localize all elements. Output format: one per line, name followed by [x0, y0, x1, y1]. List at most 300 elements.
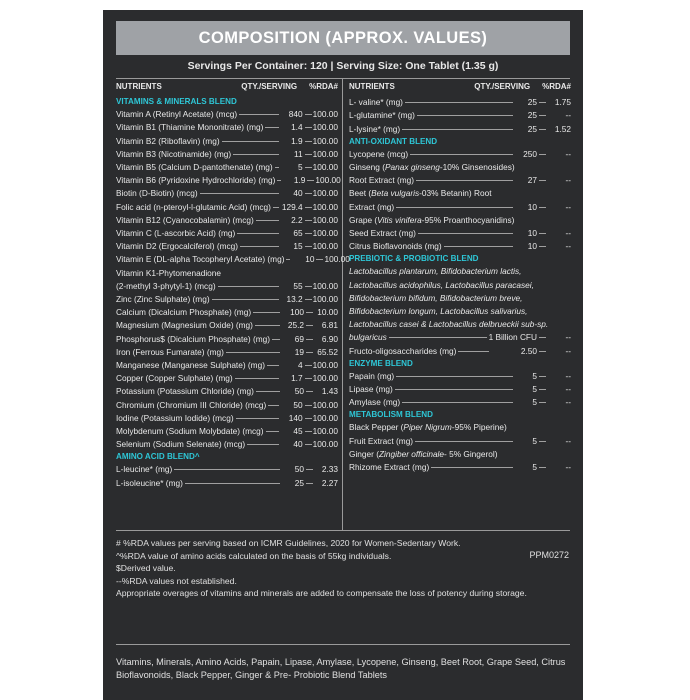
- nutrient-name: Molybdenum (Sodium Molybdate) (mcg): [116, 426, 264, 437]
- leader-line: [247, 444, 278, 445]
- nutrient-name: Vitamin B5 (Calcium D-pantothenate) (mg): [116, 162, 273, 173]
- leader-line: [539, 389, 546, 390]
- leader-line: [286, 259, 290, 260]
- leader-line: [240, 246, 279, 247]
- nutrient-row: [116, 174, 341, 187]
- nutrient-row: [349, 201, 571, 214]
- qty-value: 5: [298, 162, 303, 173]
- leader-line: [417, 115, 513, 116]
- leader-line: [306, 312, 313, 313]
- leader-line: [305, 154, 312, 155]
- vitamins-list: [116, 108, 350, 266]
- nutrient-row: [349, 240, 571, 253]
- rda-value: 100.00: [312, 399, 338, 410]
- rda-value: --: [565, 175, 571, 186]
- nutrients-header: NUTRIENTS: [116, 82, 162, 91]
- grape-row-slot: [349, 227, 571, 240]
- leader-line: [539, 233, 546, 234]
- leader-line: [268, 405, 278, 406]
- nutrient-row: [116, 385, 338, 398]
- rda-value: 100.00: [315, 175, 341, 186]
- leader-line: [305, 233, 312, 234]
- rda-value: 1.43: [321, 386, 338, 397]
- leader-line: [539, 102, 546, 103]
- leader-line: [265, 127, 278, 128]
- qty-value: 40: [293, 439, 303, 450]
- qty-value: 5: [532, 435, 537, 446]
- prebiotic-heading: PREBIOTIC & PROBIOTIC BLEND: [349, 254, 479, 264]
- leader-line: [539, 402, 546, 403]
- leader-line: [306, 483, 313, 484]
- qty-value: 840: [288, 109, 303, 120]
- nutrient-row: [349, 345, 571, 358]
- nutrient-row: [349, 96, 571, 109]
- ginger-row-slot: [349, 461, 571, 474]
- probiotic-line: Lactobacillus acidophilus, Lactobacillus paracasei,: [349, 279, 534, 290]
- nutrient-name: Chromium (Chromium III Chloride) (mcg): [116, 399, 267, 410]
- rda-header: %RDA#: [309, 82, 338, 91]
- leader-line: [306, 352, 313, 353]
- leader-line: [444, 246, 513, 247]
- amino-list-left: [116, 463, 338, 489]
- nutrient-row: [349, 148, 571, 161]
- leader-line: [396, 376, 513, 377]
- nutrient-row: [349, 109, 571, 122]
- qty-value: 50: [294, 386, 304, 397]
- leader-line: [539, 441, 546, 442]
- rda-value: 100.00: [312, 228, 338, 239]
- leader-line: [539, 207, 546, 208]
- bulgaricus-row-slot: [349, 331, 571, 344]
- qty-value: 1.9: [291, 135, 303, 146]
- rda-value: 100.00: [312, 373, 338, 384]
- leader-line: [539, 154, 546, 155]
- leader-line: [218, 286, 279, 287]
- nutrient-name: Vitamin D2 (Ergocalciferol) (mcg): [116, 241, 239, 252]
- leader-line: [458, 351, 489, 352]
- nutrient-name: Iron (Ferrous Fumarate) (mg): [116, 346, 224, 357]
- qty-value: 40: [293, 188, 303, 199]
- nutrient-name: Root Extract (mg): [349, 175, 415, 186]
- nutrient-row: [116, 240, 338, 253]
- ginger-label: Ginger (Zingiber officinale- 5% Gingerol): [349, 448, 498, 459]
- servings-info: Servings Per Container: 120 | Serving Size: One Tablet (1.35 g): [187, 60, 499, 72]
- nutrient-name: Extract (mg): [349, 201, 395, 212]
- nutrient-row: [116, 280, 338, 293]
- leader-line: [306, 325, 313, 326]
- rda-value: --: [565, 110, 571, 121]
- footnotes: [116, 537, 572, 600]
- rda-value: --: [565, 241, 571, 252]
- left-column: [116, 80, 350, 490]
- qty-value: 1 Billion CFU: [488, 332, 537, 343]
- qty-header: QTY./SERVING: [241, 82, 298, 91]
- qty-value: 25: [527, 123, 537, 134]
- ingredients-divider: [116, 644, 570, 645]
- nutrients-header: NUTRIENTS: [349, 82, 395, 91]
- leader-line: [306, 391, 313, 392]
- rda-value: 6.90: [321, 333, 338, 344]
- ingredients-list: Vitamins, Minerals, Amino Acids, Papain, Lipase, Amylase, Lycopene, Ginseng, Beet Root, Grape Seed, Citrus Bioflavonoids, Black Pepper, Ginger & Pre- Probiotic Blend Tablets: [116, 657, 566, 680]
- nutrient-row: [116, 201, 338, 214]
- qty-value: 15: [293, 241, 303, 252]
- nutrient-row: [116, 306, 338, 319]
- nutrient-row: [116, 161, 338, 174]
- probiotic-strains: [349, 265, 571, 331]
- nutrient-row: [116, 121, 338, 134]
- black-pepper-label: Black Pepper (Piper Nigrum-95% Piperine): [349, 422, 507, 433]
- leader-line: [236, 418, 279, 419]
- leader-line: [418, 233, 513, 234]
- nutrient-row: [116, 425, 338, 438]
- rda-value: --: [565, 462, 571, 473]
- nutrient-row: [116, 372, 338, 385]
- leader-line: [539, 180, 546, 181]
- qty-value: 2.2: [291, 214, 303, 225]
- nutrient-name: Vitamin B1 (Thiamine Mononitrate) (mg): [116, 122, 264, 133]
- composition-title: COMPOSITION (APPROX. VALUES): [116, 21, 570, 55]
- nutrient-row: [116, 187, 338, 200]
- qty-value: 100: [290, 307, 304, 318]
- rda-value: 100.00: [312, 148, 338, 159]
- probiotic-line: Lactobacillus casei & Lactobacillus delbrueckii sub-sp.: [349, 319, 549, 330]
- rda-value: --: [565, 332, 571, 343]
- probiotic-line: Bifidobacterium longum, Lactobacillus salivarius,: [349, 306, 528, 317]
- qty-value: 10: [527, 201, 537, 212]
- leader-line: [237, 233, 278, 234]
- rda-value: 100.00: [324, 254, 350, 265]
- leader-line: [405, 102, 513, 103]
- nutrient-name: Potassium (Potassium Chloride) (mg): [116, 386, 254, 397]
- leader-line: [305, 365, 312, 366]
- nutrient-name: Manganese (Manganese Sulphate) (mg): [116, 360, 265, 371]
- leader-line: [200, 193, 279, 194]
- leader-line: [305, 141, 312, 142]
- leader-line: [305, 378, 312, 379]
- right-column: [349, 80, 571, 474]
- rda-value: 100.00: [312, 426, 338, 437]
- nutrient-name: L- valine* (mg): [349, 97, 403, 108]
- leader-line: [539, 376, 546, 377]
- leader-line: [266, 431, 279, 432]
- leader-line: [539, 337, 546, 338]
- leader-line: [415, 441, 513, 442]
- rda-value: 100.00: [312, 280, 338, 291]
- qty-value: 25: [527, 97, 537, 108]
- qty-value: 129.4: [281, 201, 303, 212]
- leader-line: [305, 431, 312, 432]
- leader-line: [305, 418, 312, 419]
- qty-value: 65: [293, 228, 303, 239]
- qty-value: 11: [293, 148, 303, 159]
- nutrient-name: Citrus Bioflavonoids (mg): [349, 241, 442, 252]
- rda-value: 65.52: [317, 346, 338, 357]
- nutrient-row: [349, 383, 571, 396]
- nutrient-row: [349, 370, 571, 383]
- rda-value: 100.00: [312, 214, 338, 225]
- nutrient-name: Seed Extract (mg): [349, 228, 416, 239]
- leader-line: [307, 180, 314, 181]
- qty-value: 45: [293, 426, 303, 437]
- qty-value: 10: [527, 241, 537, 252]
- nutrient-row: [116, 477, 338, 490]
- rda-value: --: [565, 345, 571, 356]
- nutrient-row: [349, 174, 571, 187]
- right-header-row: [349, 80, 571, 96]
- leader-line: [539, 129, 546, 130]
- qty-value: 50: [293, 399, 303, 410]
- leader-line: [267, 365, 279, 366]
- bottom-table-divider: [116, 530, 570, 531]
- qty-value: 250: [523, 148, 537, 159]
- leader-line: [275, 167, 279, 168]
- nutrient-name: Lipase (mg): [349, 384, 393, 395]
- nutrient-name: L-leucine* (mg): [116, 464, 173, 475]
- rda-header: %RDA#: [542, 82, 571, 91]
- nutrient-row: [116, 438, 338, 451]
- nutrient-row: [116, 253, 350, 266]
- enzyme-heading: ENZYME BLEND: [349, 358, 413, 368]
- qty-value: 25: [527, 110, 537, 121]
- nutrient-name: Vitamin B3 (Nicotinamide) (mg): [116, 148, 232, 159]
- leader-line: [256, 391, 280, 392]
- leader-line: [431, 467, 513, 468]
- rda-value: --: [565, 370, 571, 381]
- metabolism-heading: METABOLISM BLEND: [349, 410, 433, 420]
- nutrient-name: L-glutamine* (mg): [349, 110, 415, 121]
- footnote-line: # %RDA values per serving based on ICMR Guidelines, 2020 for Women-Sedentary Work.: [116, 538, 461, 548]
- left-header-row: [116, 80, 338, 96]
- rda-value: 1.75: [554, 97, 571, 108]
- nutrient-name: Calcium (Dicalcium Phosphate) (mg): [116, 307, 252, 318]
- nutrient-name: Copper (Copper Sulphate) (mg): [116, 373, 233, 384]
- beet-row-slot: [349, 201, 571, 214]
- qty-value: 19: [294, 346, 304, 357]
- rda-value: --: [565, 228, 571, 239]
- qty-value: 69: [294, 333, 304, 344]
- beet-label: Beet (Beta vulgaris-03% Betanin) Root: [349, 188, 492, 199]
- nutrient-name: Biotin (D-Biotin) (mcg): [116, 188, 198, 199]
- ginseng-label: Ginseng (Panax ginseng-10% Ginsenosides): [349, 162, 515, 173]
- rda-value: 100.00: [312, 360, 338, 371]
- leader-line: [212, 299, 279, 300]
- rda-value: 2.27: [321, 477, 338, 488]
- leader-line: [305, 299, 312, 300]
- rda-value: --: [565, 201, 571, 212]
- leader-line: [539, 246, 546, 247]
- nutrient-name: Vitamin E (DL-alpha Tocopheryl Acetate) (mg): [116, 254, 285, 265]
- rda-value: 10.00: [317, 307, 338, 318]
- composition-panel: [103, 10, 583, 700]
- nutrient-name: L-lysine* (mg): [349, 123, 401, 134]
- nutrient-name: Vitamin A (Retinyl Acetate) (mcg): [116, 109, 238, 120]
- rda-value: 100.00: [312, 439, 338, 450]
- nutrient-row: [116, 108, 338, 121]
- nutrient-name: bulgaricus: [349, 332, 387, 343]
- rda-value: 2.33: [321, 464, 338, 475]
- nutrient-name: Papain (mg): [349, 370, 395, 381]
- qty-value: 25.2: [287, 320, 304, 331]
- nutrient-name: Phosphorus$ (Dicalcium Phosphate) (mg): [116, 333, 271, 344]
- nutrient-row: [116, 293, 338, 306]
- rda-value: --: [565, 435, 571, 446]
- nutrient-row: [116, 346, 338, 359]
- qty-value: 5: [532, 370, 537, 381]
- pepper-row-slot: [349, 435, 571, 448]
- leader-line: [305, 444, 312, 445]
- leader-line: [185, 483, 280, 484]
- leader-line: [235, 378, 279, 379]
- qty-value: 1.4: [291, 122, 303, 133]
- column-divider: [342, 78, 343, 530]
- rda-value: 1.52: [554, 123, 571, 134]
- amino-acid-heading: AMINO ACID BLEND^: [116, 452, 200, 462]
- leader-line: [305, 405, 312, 406]
- leader-line: [305, 220, 312, 221]
- nutrient-row: [116, 399, 338, 412]
- nutrient-name: Rhizome Extract (mg): [349, 462, 430, 473]
- leader-line: [539, 467, 546, 468]
- vitamins-minerals-heading: VITAMINS & MINERALS BLEND: [116, 97, 237, 107]
- leader-line: [305, 114, 312, 115]
- leader-line: [316, 259, 323, 260]
- probiotic-line: Lactobacillus plantarum, Bifidobacterium lactis,: [349, 266, 522, 277]
- leader-line: [402, 129, 513, 130]
- qty-value: 13.2: [286, 294, 303, 305]
- vitamin-k1-label: Vitamin K1-Phytomenadione: [116, 267, 222, 278]
- qty-header: QTY./SERVING: [474, 82, 531, 91]
- leader-line: [174, 469, 280, 470]
- probiotic-line: Bifidobacterium bifidum, Bifidobacterium breve,: [349, 292, 523, 303]
- nutrient-row: [349, 331, 571, 344]
- leader-line: [395, 389, 513, 390]
- nutrient-name: Amylase (mg): [349, 397, 401, 408]
- leader-line: [277, 180, 281, 181]
- nutrient-name: Lycopene (mcg): [349, 148, 409, 159]
- rda-value: 100.00: [312, 162, 339, 173]
- leader-line: [306, 339, 313, 340]
- fructo-row-slot: [349, 345, 571, 358]
- nutrient-name: Iodine (Potassium Iodide) (mcg): [116, 412, 234, 423]
- nutrient-row: [116, 227, 338, 240]
- qty-value: 10: [527, 228, 537, 239]
- rda-value: 100.00: [312, 294, 338, 305]
- rda-value: 100.00: [312, 412, 338, 423]
- rda-value: 100.00: [312, 135, 338, 146]
- qty-value: 25: [294, 477, 304, 488]
- footnote-line: ^%RDA value of amino acids calculated on the basis of 55kg individuals.: [116, 550, 392, 561]
- rda-value: --: [565, 397, 571, 408]
- nutrient-name: Magnesium (Magnesium Oxide) (mg): [116, 320, 253, 331]
- qty-value: 1.9: [293, 175, 306, 186]
- nutrient-row: [349, 461, 571, 474]
- qty-value: 27: [527, 175, 537, 186]
- minerals-list: [116, 280, 338, 452]
- amino-list-right: [349, 96, 571, 136]
- qty-value: 50: [294, 464, 304, 475]
- qty-value: 5: [532, 397, 537, 408]
- leader-line: [305, 167, 312, 168]
- antioxidant-heading: ANTI-OXIDANT BLEND: [349, 136, 438, 146]
- leader-line: [233, 154, 278, 155]
- nutrient-row: [116, 214, 338, 227]
- nutrient-name: Zinc (Zinc Sulphate) (mg): [116, 294, 210, 305]
- rda-value: 100.00: [312, 122, 338, 133]
- grape-label: Grape (Vitis vinifera-95% Proanthocyanidins): [349, 214, 515, 225]
- nutrient-name: Folic acid (n-pteroyl-l-glutamic Acid) (mcg): [116, 201, 271, 212]
- nutrient-name: Fructo-oligosaccharides (mg): [349, 345, 457, 356]
- qty-value: 5: [532, 384, 537, 395]
- qty-value: 4: [297, 360, 303, 371]
- nutrient-row: [116, 412, 338, 425]
- leader-line: [255, 325, 280, 326]
- rda-value: 6.81: [321, 320, 338, 331]
- leader-line: [305, 193, 312, 194]
- qty-value: 5: [532, 462, 537, 473]
- leader-line: [253, 312, 280, 313]
- leader-line: [389, 337, 487, 338]
- nutrient-row: [116, 135, 338, 148]
- nutrient-name: Selenium (Sodium Selenate) (mcg): [116, 439, 246, 450]
- leader-line: [402, 402, 513, 403]
- leader-line: [305, 286, 312, 287]
- citrus-row-slot: [349, 240, 571, 253]
- nutrient-row: [116, 463, 338, 476]
- nutrient-name: Vitamin B6 (Pyridoxine Hydrochloride) (mg): [116, 175, 276, 186]
- ginseng-row-slot: [349, 174, 571, 187]
- nutrient-row: [116, 333, 338, 346]
- qty-value: 140: [288, 412, 303, 423]
- nutrient-row: [116, 148, 338, 161]
- leader-line: [416, 180, 513, 181]
- ppm-code: PPM0272: [529, 550, 569, 560]
- leader-line: [272, 339, 280, 340]
- enzyme-list: [349, 370, 571, 410]
- nutrient-name: (2-methyl 3-phytyl-1) (mcg): [116, 280, 216, 291]
- leader-line: [539, 115, 546, 116]
- leader-line: [396, 207, 513, 208]
- leader-line: [410, 154, 513, 155]
- qty-value: 10: [305, 254, 315, 265]
- leader-line: [305, 207, 312, 208]
- top-divider: [116, 78, 570, 79]
- footnote-line: $Derived value.: [116, 563, 176, 574]
- rda-value: 100.00: [312, 109, 338, 120]
- nutrient-name: Fruit Extract (mg): [349, 435, 414, 446]
- lycopene-row-slot: [349, 148, 571, 161]
- leader-line: [305, 246, 312, 247]
- rda-value: 100.00: [312, 201, 338, 212]
- leader-line: [305, 127, 312, 128]
- leader-line: [256, 220, 279, 221]
- leader-line: [539, 351, 546, 352]
- nutrient-name: Vitamin C (L-ascorbic Acid) (mg): [116, 228, 236, 239]
- rda-value: --: [565, 384, 571, 395]
- nutrient-name: Vitamin B12 (Cyanocobalamin) (mcg): [116, 214, 254, 225]
- leader-line: [306, 469, 313, 470]
- nutrient-name: Vitamin B2 (Riboflavin) (mg): [116, 135, 220, 146]
- leader-line: [239, 114, 278, 115]
- nutrient-row: [116, 359, 338, 372]
- footnote-line: --%RDA values not established.: [116, 575, 237, 586]
- nutrient-row: [349, 227, 571, 240]
- leader-line: [222, 141, 279, 142]
- rda-value: --: [565, 148, 571, 159]
- leader-line: [226, 352, 280, 353]
- nutrient-row: [349, 123, 571, 136]
- nutrient-row: [116, 319, 338, 332]
- qty-value: 2.50: [520, 345, 537, 356]
